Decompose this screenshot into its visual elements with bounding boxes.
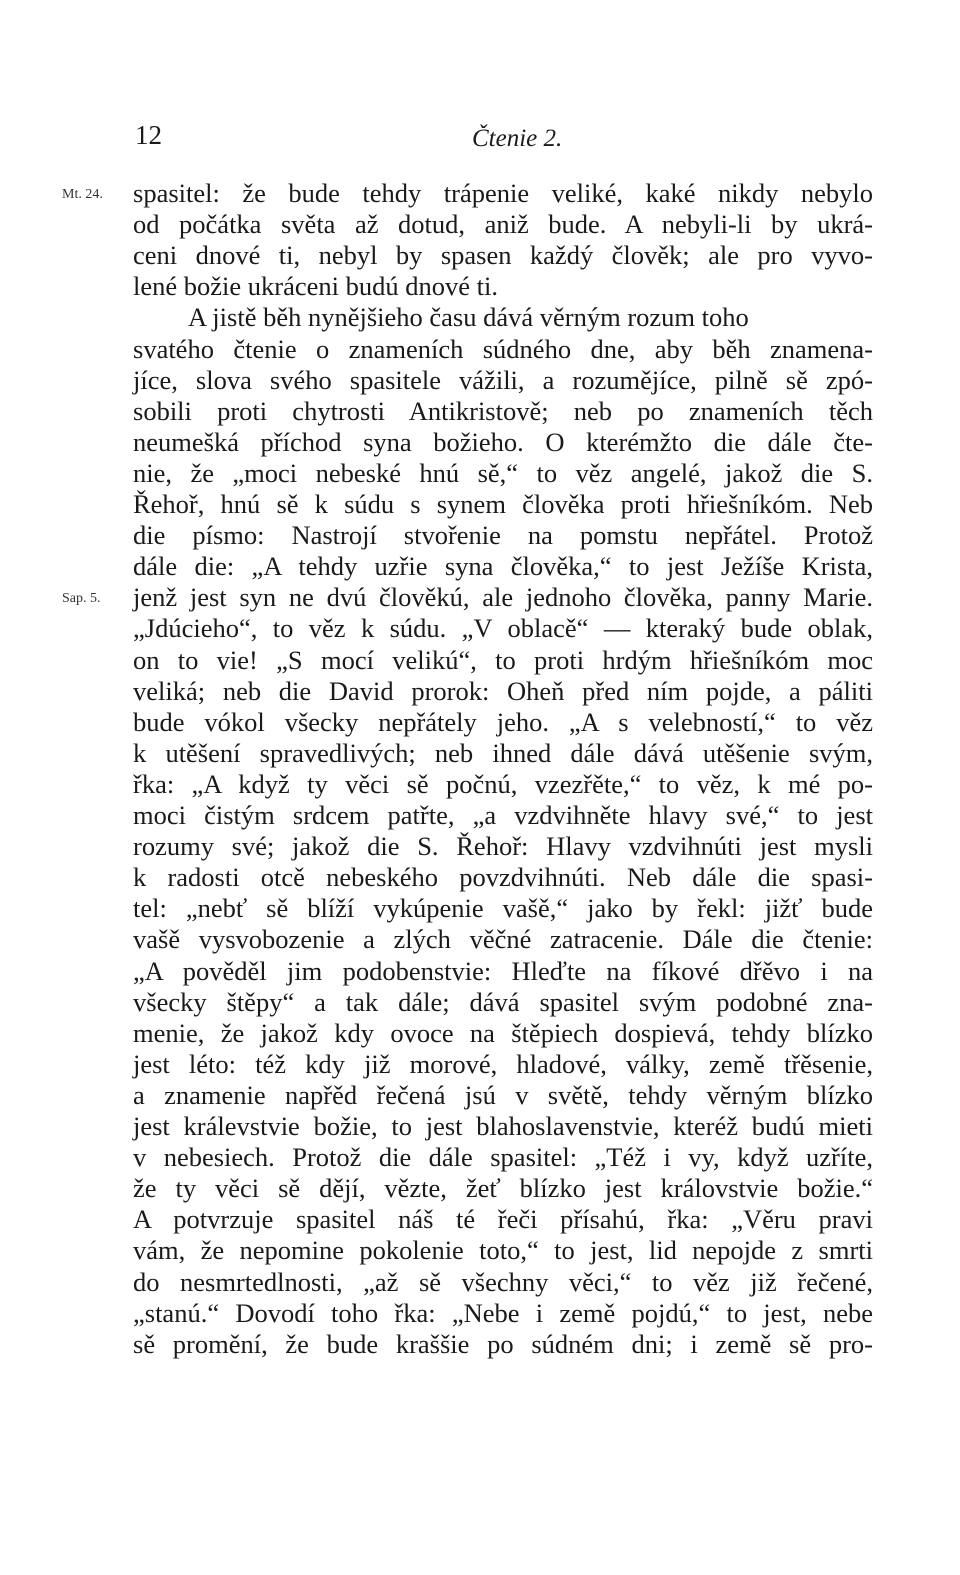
text-line: A potvrzuje spasitel náš té řeči přísahú, řka: „Věru pravi bbox=[133, 1204, 873, 1235]
text-line: sobili proti chytrosti Antikristově; neb po znameních těch bbox=[133, 395, 873, 426]
text-line: vašě vysvobozenie a zlých věčné zatracenie. Dále die čtenie: bbox=[133, 924, 873, 955]
text-line: dále die: „A tehdy uzřie syna člověka,“ to jest Ježíše Krista, bbox=[133, 551, 873, 582]
margin-reference: Sap. 5. bbox=[62, 591, 101, 607]
text-line: Řehoř, hnú sě k súdu s synem člověka proti hřiešníkóm. Neb bbox=[133, 489, 873, 519]
text-line: ceni dnové ti, nebyl by spasen každý člověk; ale pro vyvo- bbox=[133, 240, 873, 271]
text-line: k radosti otcě nebeského povzdvihnúti. Neb dále die spasi- bbox=[133, 862, 873, 893]
text-line: moci čistým srdcem patřte, „a vzdvihněte hlavy své,“ to jest bbox=[133, 800, 873, 830]
text-line: die písmo: Nastrojí stvořenie na pomstu nepřátel. Protož bbox=[133, 520, 873, 551]
text-line: sě promění, že bude kraššie po súdném dni; i země sě pro- bbox=[133, 1328, 873, 1359]
text-line: lené božie ukráceni budú dnové ti. bbox=[133, 271, 498, 302]
text-line: A jistě běh nynějšieho času dává věrným rozum toho bbox=[188, 302, 749, 333]
running-head: Čtenie 2. bbox=[472, 125, 563, 152]
text-line: jíce, slova svého spasitele vážili, a rozumějíce, pilně sě zpó- bbox=[133, 364, 873, 395]
text-line: vám, že nepomine pokolenie toto,“ to jest, lid nepojde z smrti bbox=[133, 1235, 873, 1266]
text-line: „Jdúcieho“, to věz k súdu. „V oblacě“ — kteraký bude oblak, bbox=[133, 613, 873, 644]
text-line: jenž jest syn ne dvú člověkú, ale jednoho člověka, panny Marie. bbox=[133, 582, 873, 613]
text-line: „A pověděl jim podobenstvie: Hleďte na fíkové dřěvo i na bbox=[133, 955, 873, 986]
text-line: tel: „nebť sě blíží vykúpenie vašě,“ jako by řekl: jižť bude bbox=[133, 893, 873, 924]
text-line: jest léto: též kdy již morové, hladové, války, země třěsenie, bbox=[133, 1048, 873, 1079]
text-line: nie, že „moci nebeské hnú sě,“ to věz angelé, jakož die S. bbox=[133, 457, 873, 488]
text-line: rozumy své; jakož die S. Řehoř: Hlavy vzdvihnúti jest mysli bbox=[133, 831, 873, 862]
text-line: svatého čtenie o znameních súdného dne, aby běh znamena- bbox=[133, 333, 873, 364]
text-line: neumešká příchod syna božieho. O kterémžto die dále čte- bbox=[133, 426, 873, 457]
text-line: jest králevstvie božie, to jest blahoslavenstvie, kteréž budú mieti bbox=[133, 1111, 873, 1141]
text-line: všecky štěpy“ a tak dále; dává spasitel svým podobné zna- bbox=[133, 986, 873, 1017]
text-line: spasitel: že bude tehdy trápenie veliké, kaké nikdy nebylo bbox=[133, 178, 873, 208]
text-line: v nebesiech. Protož die dále spasitel: „Též i vy, když uzříte, bbox=[133, 1142, 873, 1173]
text-line: on to vie! „S mocí velikú“, to proti hrdým hřiešníkóm moc bbox=[133, 644, 873, 675]
page-number: 12 bbox=[135, 120, 162, 150]
text-line: veliká; neb die David prorok: Oheň před ním pojde, a páliti bbox=[133, 675, 873, 706]
text-line: menie, že jakož kdy ovoce na štěpiech dospievá, tehdy blízko bbox=[133, 1017, 873, 1048]
text-line: a znamenie napřěd řečená jsú v světě, tehdy věrným blízko bbox=[133, 1079, 873, 1110]
text-line: bude vókol všecky nepřátely jeho. „A s velebností,“ to věz bbox=[133, 706, 873, 737]
text-line: řka: „A když ty věci sě počnú, vzezřěte,“ to věz, k mé po- bbox=[133, 768, 873, 799]
text-line: k utěšení spravedlivých; neb ihned dále dává utěšenie svým, bbox=[133, 737, 873, 768]
text-line: do nesmrtedlnosti, „až sě všechny věci,“ to věz již řečené, bbox=[133, 1266, 873, 1297]
text-line: „stanú.“ Dovodí toho řka: „Nebe i země pojdú,“ to jest, nebe bbox=[133, 1297, 873, 1328]
margin-reference: Mt. 24. bbox=[62, 187, 103, 202]
text-line: od počátka světa až dotud, aniž bude. A nebyli-li by ukrá- bbox=[133, 209, 873, 240]
text-line: že ty věci sě dějí, vězte, žeť blízko jest královstvie božie.“ bbox=[133, 1173, 873, 1204]
